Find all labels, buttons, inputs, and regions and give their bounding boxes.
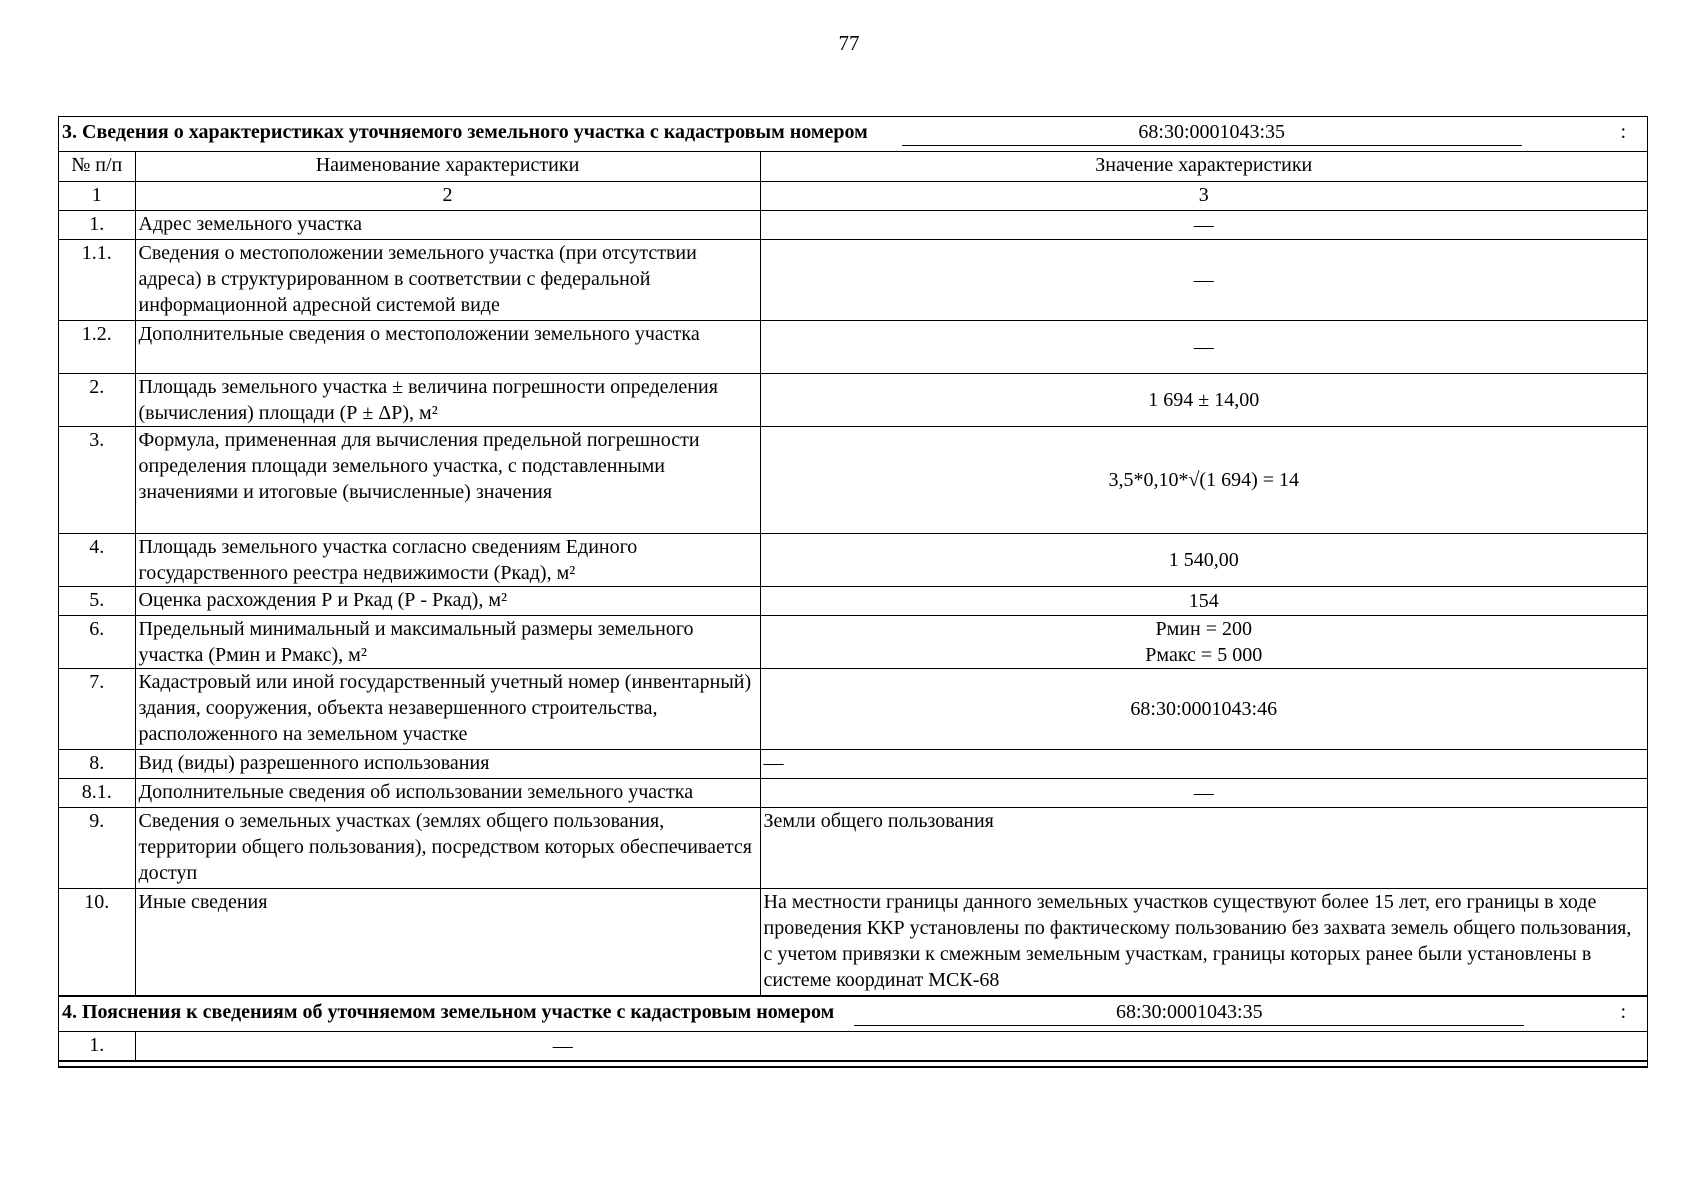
table-row [59, 778, 1647, 807]
section-4-title-row [59, 996, 1647, 1032]
value-line: На местности границы данного земельных участков существуют более 15 лет, его границы в ходе проведения ККР установлены по фактическому пользованию без захвата земель общего пользования, с учетом привязки к смежным земельным участкам, границы которых ранее были установлены в системе координат МСК-68 [763, 890, 1632, 991]
header-name: Наименование характеристики [135, 152, 760, 181]
characteristics-table [59, 152, 1647, 996]
characteristic-value [760, 807, 1647, 888]
value-line: Рмин = 200 [1155, 617, 1252, 640]
row-number: 6. [59, 615, 135, 668]
table-row [59, 586, 1647, 615]
explanation-value: — [135, 1032, 1647, 1061]
characteristic-name: Сведения о местоположении земельного участка (при отсутствии адреса) в структурированном в соответствии с федеральной информационной адресной системой виде [135, 239, 760, 320]
characteristic-name: Формула, примененная для вычисления предельной погрешности определения площади земельного участка, с подставленными значениями и итоговые (вычисленные) значения [135, 426, 760, 533]
value-line-2: Рмакс = 5 000 [1145, 643, 1263, 666]
section-3-title-row [59, 117, 1647, 152]
characteristic-value [760, 888, 1647, 995]
characteristic-value [760, 778, 1647, 807]
row-number: 2. [59, 373, 135, 426]
value-line: — [1193, 335, 1214, 358]
table-row [59, 239, 1647, 320]
characteristic-name: Площадь земельного участка ± величина погрешности определения (вычисления) площади (Р ± ΔР), м² [135, 373, 760, 426]
characteristic-value [760, 749, 1647, 778]
characteristic-value [760, 668, 1647, 749]
table-row [59, 320, 1647, 373]
section-3-colon: : [1620, 121, 1626, 143]
explanations-table [59, 1032, 1647, 1062]
characteristic-name: Площадь земельного участка согласно сведениям Единого государственного реестра недвижимости (Ркад), м² [135, 533, 760, 586]
row-number: 8. [59, 749, 135, 778]
column-number-1: 1 [59, 181, 135, 210]
section-3-title: 3. Сведения о характеристиках уточняемого земельного участка с кадастровым номером [62, 121, 868, 143]
characteristic-value [760, 320, 1647, 373]
row-number: 1. [59, 210, 135, 239]
characteristic-name: Дополнительные сведения о местоположении земельного участка [135, 320, 760, 373]
row-number: 3. [59, 426, 135, 533]
table-row [59, 888, 1647, 995]
characteristic-name: Кадастровый или иной государственный учетный номер (инвентарный) здания, сооружения, объекта незавершенного строительства, расположенного на земельном участке [135, 668, 760, 749]
table-row [59, 749, 1647, 778]
characteristic-name: Адрес земельного участка [135, 210, 760, 239]
characteristic-name: Сведения о земельных участках (землях общего пользования, территории общего пользования), посредством которых обеспечивается доступ [135, 807, 760, 888]
characteristic-name: Вид (виды) разрешенного использования [135, 749, 760, 778]
page-number: 77 [838, 31, 860, 55]
value-line: 154 [1188, 589, 1219, 612]
header-value: Значение характеристики [760, 152, 1647, 181]
value-line: — [763, 751, 784, 774]
table-row [59, 533, 1647, 586]
characteristic-value [760, 586, 1647, 615]
column-number-2: 2 [135, 181, 760, 210]
column-number-3: 3 [760, 181, 1647, 210]
row-number: 1.2. [59, 320, 135, 373]
value-line: 1 694 ± 14,00 [1148, 388, 1260, 411]
value-line: 1 540,00 [1168, 548, 1239, 571]
characteristic-value [760, 426, 1647, 533]
characteristic-name: Оценка расхождения Р и Ркад (Р - Ркад), м² [135, 586, 760, 615]
table-row [59, 1032, 1647, 1061]
table-row [59, 373, 1647, 426]
value-line: 3,5*0,10*√(1 694) = 14 [1108, 468, 1300, 491]
table-row [59, 668, 1647, 749]
document-sheet [58, 116, 1648, 1068]
table-row [59, 615, 1647, 668]
characteristic-name: Иные сведения [135, 888, 760, 995]
row-number: 1. [59, 1032, 135, 1061]
section-3-cadastral-number: 68:30:0001043:35 [902, 119, 1522, 146]
section-4-colon: : [1620, 1000, 1626, 1023]
section-4-title: 4. Пояснения к сведениям об уточняемом земельном участке с кадастровым номером [62, 1000, 835, 1023]
characteristic-name: Предельный минимальный и максимальный размеры земельного участка (Рмин и Рмакс), м² [135, 615, 760, 668]
characteristic-value [760, 533, 1647, 586]
value-line: Земли общего пользования [763, 809, 994, 832]
section-4-cadastral-number: 68:30:0001043:35 [854, 999, 1524, 1026]
row-number: 8.1. [59, 778, 135, 807]
bottom-rule [59, 1061, 1647, 1066]
characteristic-value [760, 615, 1647, 668]
table-row [59, 426, 1647, 533]
value-line: — [1193, 268, 1214, 291]
row-number: 1.1. [59, 239, 135, 320]
value-line: 68:30:0001043:46 [1130, 697, 1278, 720]
value-line: — [1193, 213, 1214, 236]
characteristic-value [760, 239, 1647, 320]
characteristic-value [760, 210, 1647, 239]
column-number-row [59, 181, 1647, 210]
table-row [59, 210, 1647, 239]
characteristic-value [760, 373, 1647, 426]
row-number: 5. [59, 586, 135, 615]
table-row [59, 807, 1647, 888]
value-line: — [1193, 781, 1214, 804]
row-number: 10. [59, 888, 135, 995]
characteristic-name: Дополнительные сведения об использовании земельного участка [135, 778, 760, 807]
row-number: 7. [59, 668, 135, 749]
row-number: 9. [59, 807, 135, 888]
row-number: 4. [59, 533, 135, 586]
table-header-row [59, 152, 1647, 181]
header-num: № п/п [59, 152, 135, 181]
